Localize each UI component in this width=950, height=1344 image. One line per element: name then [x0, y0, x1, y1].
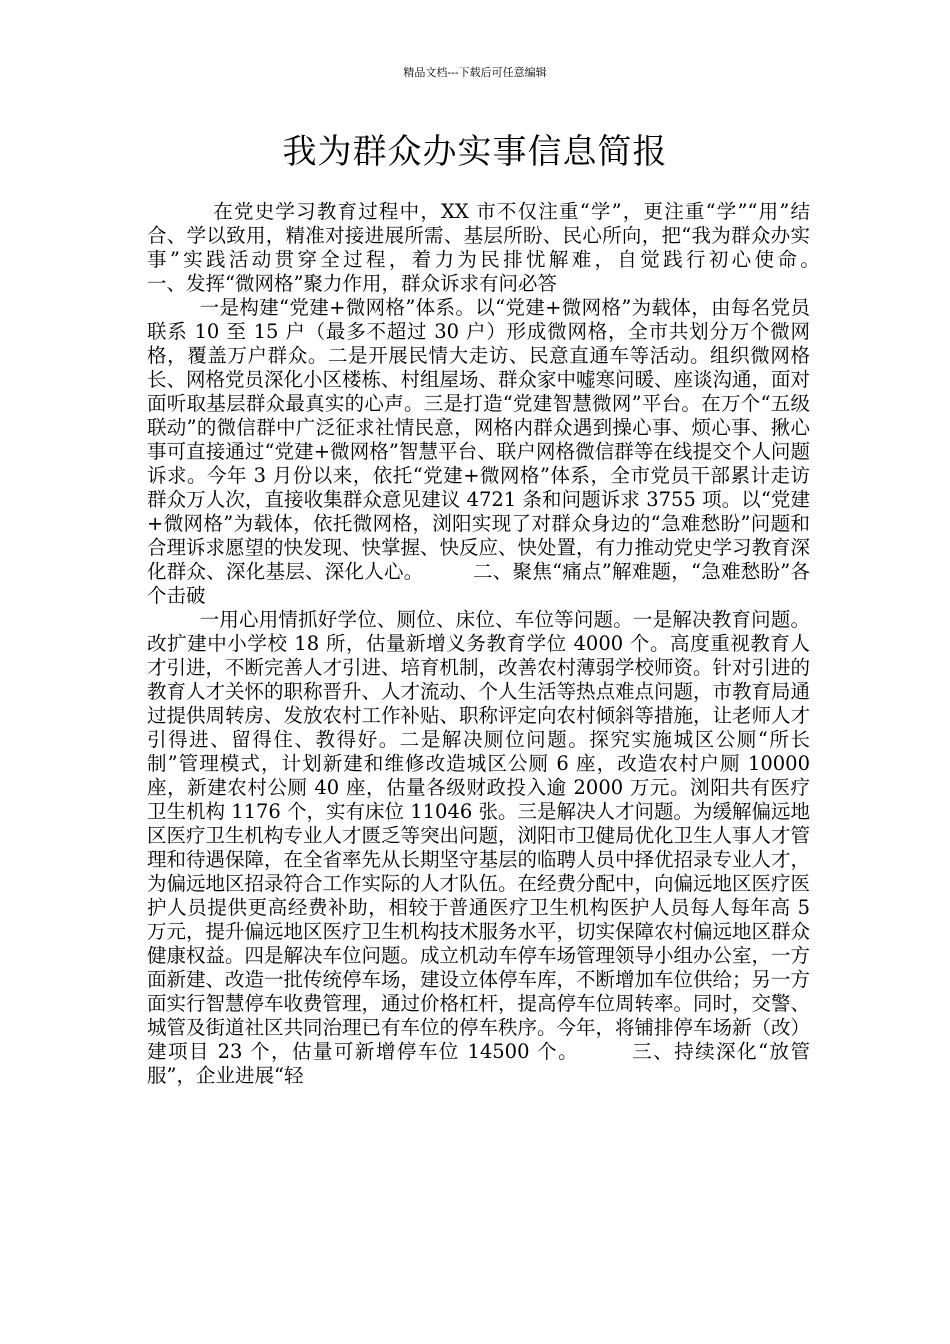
page-header-note: 精品文档---下载后可任意编辑	[403, 66, 547, 79]
paragraph-intro: 在党史学习教育过程中，XX 市不仅注重“学”，更注重“学”“用”结合、学以致用，精准对接进展所需、基层所盼、民心所向，把“我为群众办实事”实践活动贯穿全过程，着力为民排忧解难，自觉践行初心使命。 一、发挥“微网格”聚力作用，群众诉求有问必答	[147, 200, 869, 295]
document-body	[147, 200, 869, 1088]
paragraph-micro-grid: 一是构建“党建+微网格”体系。以“党建+微网格”为载体，由每名党员联系 10 至 15 户（最多不超过 30 户）形成微网格，全市共划分万个微网格，覆盖万户群众。二是开展民情大走访、民意直通车等活动。组织微网格长、网格党员深化小区楼栋、村组屋场、群众家中嘘寒问暖、座谈沟通，面对面听取基层群众最真实的心声。三是打造“党建智慧微网”平台。在万个“五级联动”的微信群中广泛征求社情民意，网格内群众遇到操心事、烦心事、揪心事可直接通过“党建+微网格”智慧平台、联户网格微信群等在线提交个人问题诉求。今年 3 月份以来，依托“党建+微网格”体系，全市党员干部累计走访群众万人次，直接收集群众意见建议 4721 条和问题诉求 3755 项。以“党建+微网格”为载体，依托微网格，浏阳实现了对群众身边的“急难愁盼”问题和合理诉求愿望的快发现、快掌握、快反应、快处置，有力推动党史学习教育深化群众、深化基层、深化人心。 二、聚焦“痛点”解难题，“急难愁盼”各个击破	[147, 296, 811, 607]
document-title: 我为群众办实事信息简报	[282, 132, 668, 172]
paragraph-pain-points: 一用心用情抓好学位、厕位、床位、车位等问题。一是解决教育问题。改扩建中小学校 18 所，估量新增义务教育学位 4000 个。高度重视教育人才引进，不断完善人才引进、培育机制，改善农村薄弱学校师资。针对引进的教育人才关怀的职称晋升、人才流动、个人生活等热点难点问题，市教育局通过提供周转房、发放农村工作补贴、职称评定向农村倾斜等措施，让老师人才引得进、留得住、教得好。二是解决厕位问题。探究实施城区公厕“所长制”管理模式，计划新建和维修改造城区公厕 6 座，改造农村户厕 10000 座，新建农村公厕 40 座，估量各级财政投入逾 2000 万元。浏阳共有医疗卫生机构 1176 个，实有床位 11046 张。三是解决人才问题。为缓解偏远地区医疗卫生机构专业人才匮乏等突出问题，浏阳市卫健局优化卫生人事人才管理和待遇保障，在全省率先从长期坚守基层的临聘人员中择优招录专业人才，为偏远地区招录符合工作实际的人才队伍。在经费分配中，向偏远地区医疗医护人员提供更高经费补助，相较于普通医疗卫生机构医护人员每人每年高 5 万元，提升偏远地区医疗卫生机构技术服务水平，切实保障农村偏远地区群众健康权益。四是解决车位问题。成立机动车停车场管理领导小组办公室，一方面新建、改造一批传统停车场，建设立体停车库，不断增加车位供给；另一方面实行智慧停车收费管理，通过价格杠杆，提高停车位周转率。同时，交警、城管及街道社区共同治理已有车位的停车秩序。今年，将铺排停车场新（改）建项目 23 个，估量可新增停车位 14500 个。 三、持续深化“放管服”，企业进展“轻	[147, 608, 811, 1087]
